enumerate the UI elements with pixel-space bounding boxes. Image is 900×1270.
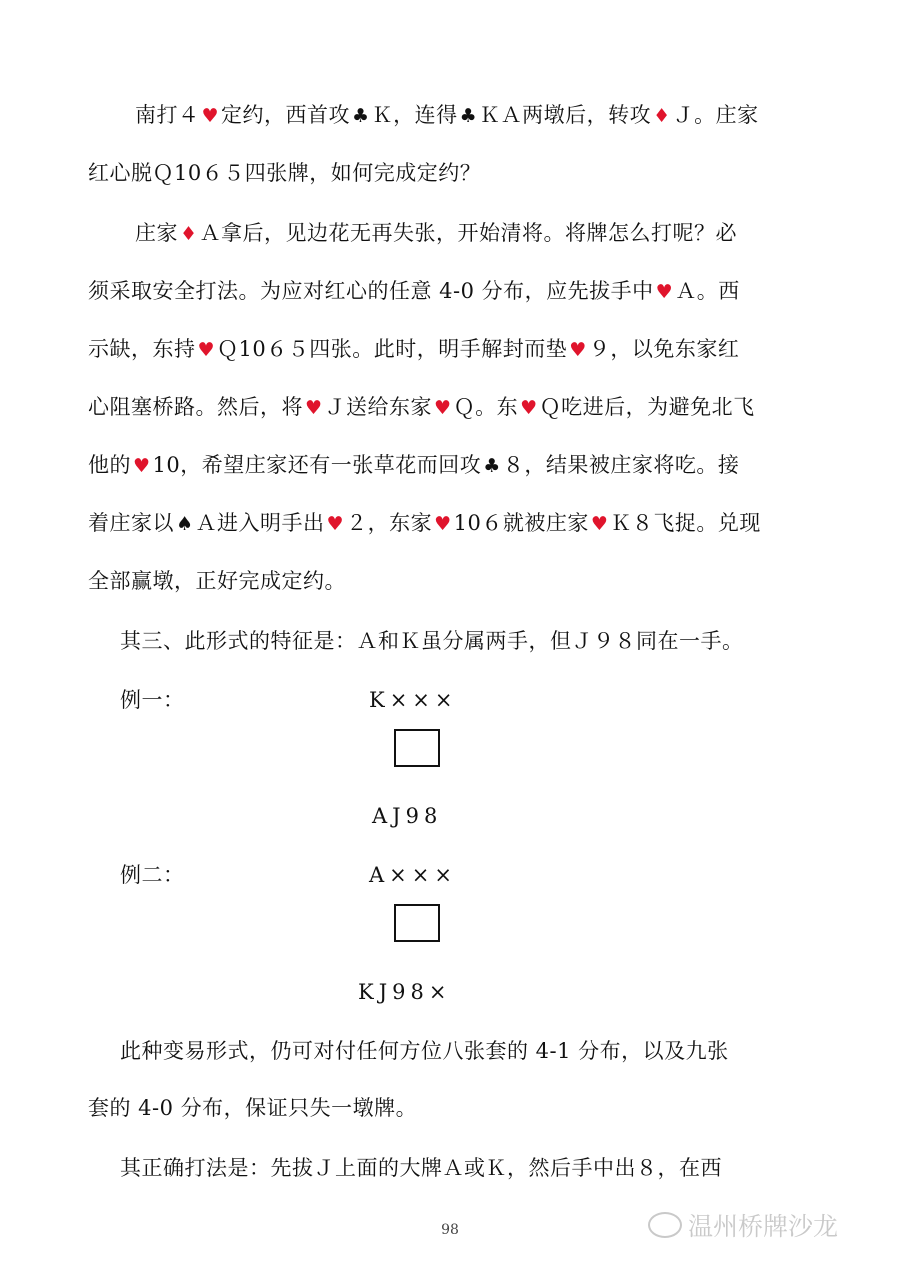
p1-line-2 xyxy=(88,159,481,187)
text: 心阻塞桥路。然后，将 xyxy=(88,395,303,419)
text: Ａ进入明手出 xyxy=(195,511,325,535)
club-icon: ♣ xyxy=(459,105,478,127)
p1-line-1 xyxy=(135,101,759,130)
text: 示缺，东持 xyxy=(88,337,196,361)
heart-icon: ♥ xyxy=(569,339,587,361)
p2-line-2 xyxy=(88,277,740,306)
example2-label: 例二： xyxy=(120,863,185,887)
heart-icon: ♥ xyxy=(133,455,151,477)
example2-south-hand: KJ98× xyxy=(358,980,452,1004)
text: ８，结果被庄家将吃。接 xyxy=(502,453,740,477)
watermark xyxy=(648,1207,838,1243)
text: 定约，西首攻 xyxy=(221,103,351,127)
example1-south-hand: AJ98 xyxy=(372,804,443,828)
text: 南打４ xyxy=(135,103,200,127)
p2-line-5 xyxy=(88,451,739,480)
example2-north-hand: A××× xyxy=(369,863,457,887)
heart-icon: ♥ xyxy=(434,513,452,535)
text: Ｑ吃进后，为避免北飞 xyxy=(539,395,755,419)
watermark-text: 温州桥牌沙龙 xyxy=(688,1212,839,1241)
heart-icon: ♥ xyxy=(655,281,674,303)
example1-north-hand: K××× xyxy=(369,688,458,712)
text: 红心脱Ｑ10６５四张牌，如何完成定约？ xyxy=(88,161,482,185)
text: 庄家 xyxy=(135,221,178,245)
heart-icon: ♥ xyxy=(201,105,220,127)
p2-line-3 xyxy=(88,335,739,364)
p5-line: 其正确打法是：先拔Ｊ上面的大牌Ａ或Ｋ，然后手中出８，在西 xyxy=(120,1156,722,1180)
heart-icon: ♥ xyxy=(197,339,216,361)
p4-line-2: 套的 4-0 分布，保证只失一墩牌。 xyxy=(88,1096,418,1120)
text: Ｋ，连得 xyxy=(371,103,458,127)
spade-icon: ♠ xyxy=(176,513,194,535)
p2-line-6 xyxy=(88,509,761,538)
heart-icon: ♥ xyxy=(305,397,323,419)
example1-label: 例一： xyxy=(120,688,185,712)
wechat-icon xyxy=(648,1212,682,1238)
diamond-icon: ♦ xyxy=(180,223,198,245)
heart-icon: ♥ xyxy=(520,397,538,419)
example2-table-box xyxy=(394,904,440,942)
text: 他的 xyxy=(88,453,131,477)
p2-line-1 xyxy=(135,219,737,248)
club-icon: ♣ xyxy=(483,455,501,477)
p2-line-7 xyxy=(88,567,346,595)
heart-icon: ♥ xyxy=(434,397,452,419)
text: 须采取安全打法。为应对红心的任意 4-0 分布，应先拔手中 xyxy=(88,279,654,303)
text: Ｊ。庄家 xyxy=(672,103,759,127)
p3-line: 其三、此形式的特征是：Ａ和Ｋ虽分属两手，但Ｊ９８同在一手。 xyxy=(120,629,744,653)
text: 着庄家以 xyxy=(88,511,174,535)
text: Ａ拿后，见边花无再失张，开始清将。将牌怎么打呢？必 xyxy=(199,221,738,245)
text: Ｋ８飞捉。兑现 xyxy=(610,511,761,535)
text: Ｊ送给东家 xyxy=(324,395,433,419)
text: ＫＡ两墩后，转攻 xyxy=(479,103,652,127)
text: Ｑ10６５四张。此时，明手解封而垫 xyxy=(217,337,568,361)
example1-table-box xyxy=(394,729,440,767)
diamond-icon: ♦ xyxy=(653,105,671,127)
text: ２，东家 xyxy=(346,511,433,535)
heart-icon: ♥ xyxy=(326,513,345,535)
heart-icon: ♥ xyxy=(590,513,609,535)
p4-line-1: 此种变易形式，仍可对付任何方位八张套的 4-1 分布，以及九张 xyxy=(120,1039,729,1063)
page-number: 98 xyxy=(441,1222,459,1238)
club-icon: ♣ xyxy=(352,105,370,127)
p2-line-4 xyxy=(88,393,755,422)
text: Ａ。西 xyxy=(675,279,740,303)
text: 全部赢墩，正好完成定约。 xyxy=(88,569,346,593)
text: Ｑ。东 xyxy=(453,395,519,419)
text: ９，以免东家红 xyxy=(588,337,740,361)
text: 10６就被庄家 xyxy=(453,511,589,535)
text: 10，希望庄家还有一张草花而回攻 xyxy=(152,453,482,477)
